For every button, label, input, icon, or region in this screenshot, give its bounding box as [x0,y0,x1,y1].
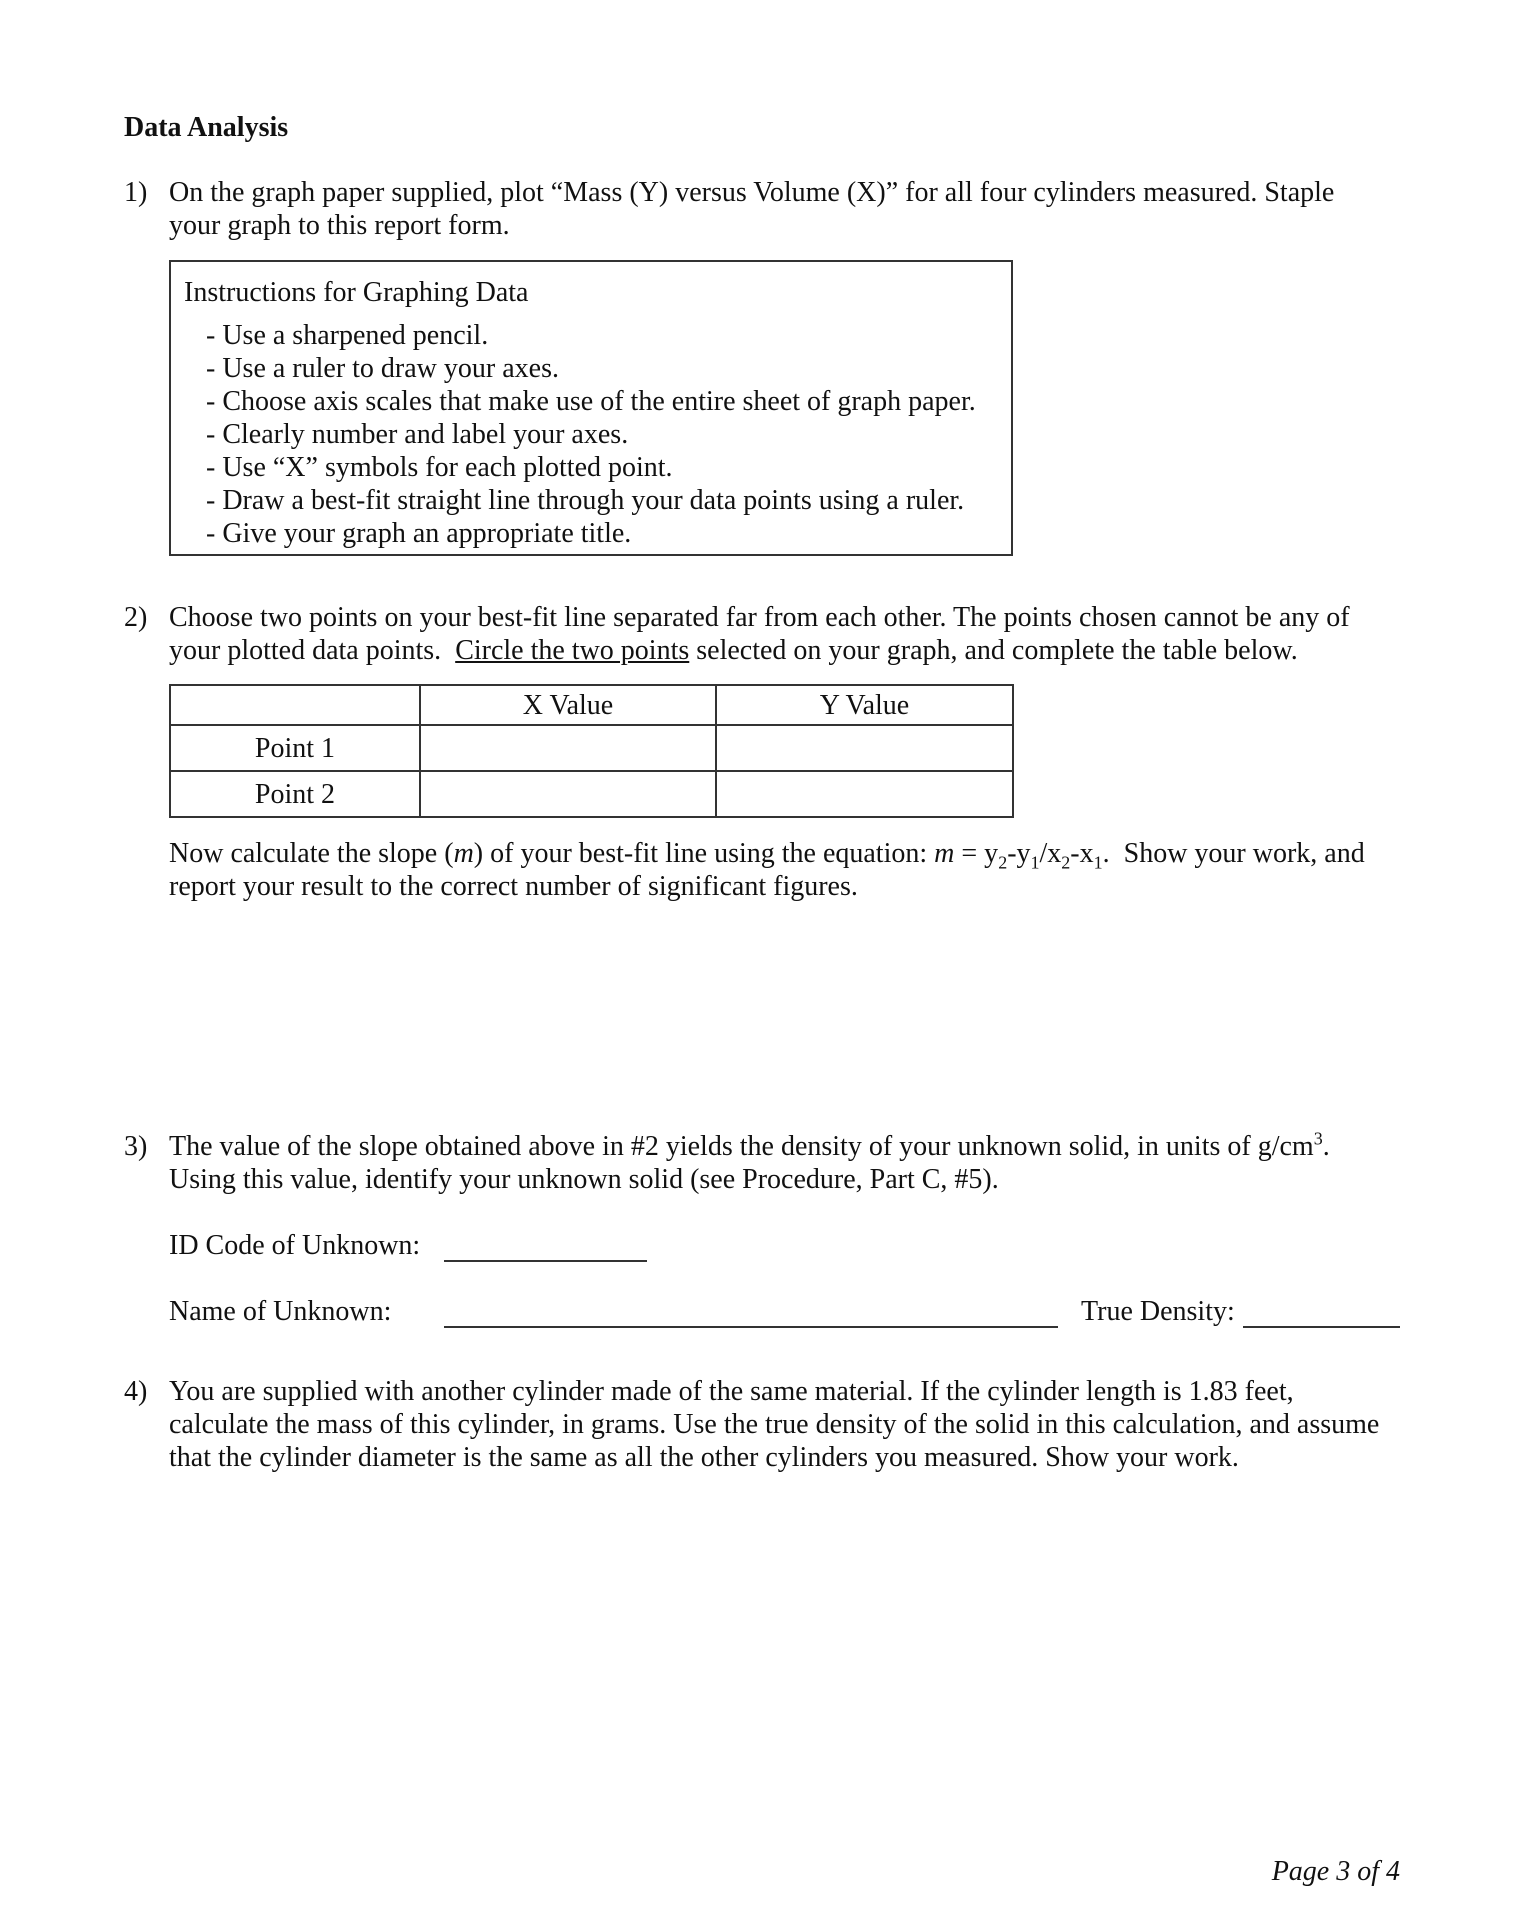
name-of-unknown-blank[interactable] [444,1326,1058,1328]
question-3-line-1 [169,1130,1409,1163]
slope-equation [934,838,1103,873]
instructions-title: Instructions for Graphing Data [184,277,529,308]
table-header-y-value: Y Value [716,685,1013,725]
instruction-item: - Clearly number and label your axes. [206,419,629,450]
subscript-2: 2 [998,852,1008,873]
question-3-number: 3) [124,1131,148,1162]
point-1-label: Point 1 [170,725,420,771]
instruction-item: - Use “X” symbols for each plotted point. [206,452,673,483]
instruction-item: - Use a ruler to draw your axes. [206,353,559,384]
slope-eq-x2: /x [1039,838,1062,869]
question-2-line-2 [169,634,1409,667]
true-density-blank[interactable] [1243,1326,1400,1328]
table-row [170,771,1013,817]
table-row [170,725,1013,771]
question-4-line-1: You are supplied with another cylinder made of the same material. If the cylinder length is 1.83 feet, [169,1376,1294,1407]
section-heading: Data Analysis [124,112,289,143]
point-2-x-cell[interactable] [420,771,716,817]
subscript-1: 1 [1093,852,1103,873]
table-header-row [170,685,1013,725]
id-code-blank[interactable] [444,1260,647,1262]
point-2-label: Point 2 [170,771,420,817]
graphing-instructions-box [169,260,1013,556]
slope-eq-y2: = y [954,838,999,869]
question-1-line-2: your graph to this report form. [169,210,510,241]
question-1-number: 1) [124,177,148,208]
point-1-y-cell[interactable] [716,725,1013,771]
question-3-text: The value of the slope obtained above in #2 yields the density of your unknown solid, in units of g/cm [169,1131,1314,1162]
slope-text-start: Now calculate the slope ( [169,838,454,869]
instruction-item: - Draw a best-fit straight line through your data points using a ruler. [206,485,965,516]
slope-eq-m: m [934,838,955,869]
points-table [169,684,1014,818]
question-2-line-2-end: selected on your graph, and complete the table below. [689,635,1298,666]
question-2-line-2-start: your plotted data points. [169,635,456,666]
slope-symbol: m [453,838,474,869]
question-3-period: . [1322,1131,1330,1162]
id-code-label: ID Code of Unknown: [169,1230,421,1261]
circle-points-instruction: Circle the two points [455,635,690,666]
question-2-number: 2) [124,602,148,633]
question-4-number: 4) [124,1376,148,1407]
slope-instruction-line-2: report your result to the correct number of significant figures. [169,871,858,902]
name-of-unknown-label: Name of Unknown: [169,1296,392,1327]
subscript-1: 1 [1030,852,1040,873]
point-1-x-cell[interactable] [420,725,716,771]
question-4-line-3: that the cylinder diameter is the same as all the other cylinders you measured. Show your work. [169,1442,1239,1473]
question-2-line-1: Choose two points on your best-fit line separated far from each other. The points chosen cannot be any of [169,602,1350,633]
instructions-list [206,319,976,550]
question-3-line-2: Using this value, identify your unknown solid (see Procedure, Part C, #5). [169,1164,999,1195]
slope-eq-y1: -y [1007,838,1031,869]
slope-eq-x1: -x [1070,838,1094,869]
slope-text-end: . Show your work, and [1102,838,1365,869]
superscript-3: 3 [1313,1128,1323,1149]
question-1-line-1: On the graph paper supplied, plot “Mass (Y) versus Volume (X)” for all four cylinders measured. Staple [169,177,1335,208]
point-2-y-cell[interactable] [716,771,1013,817]
instruction-item: - Use a sharpened pencil. [206,320,489,351]
subscript-2: 2 [1061,852,1071,873]
table-header-x-value: X Value [420,685,716,725]
page-number: Page 3 of 4 [1271,1856,1400,1887]
slope-instruction-line-1 [169,837,1409,873]
table-header-blank [170,685,420,725]
true-density-label: True Density: [1081,1296,1235,1327]
question-4-line-2: calculate the mass of this cylinder, in grams. Use the true density of the solid in this calculation, and assume [169,1409,1380,1440]
instruction-item: - Give your graph an appropriate title. [206,518,632,549]
slope-text-mid: ) of your best-fit line using the equation: [473,838,935,869]
instruction-item: - Choose axis scales that make use of the entire sheet of graph paper. [206,386,976,417]
